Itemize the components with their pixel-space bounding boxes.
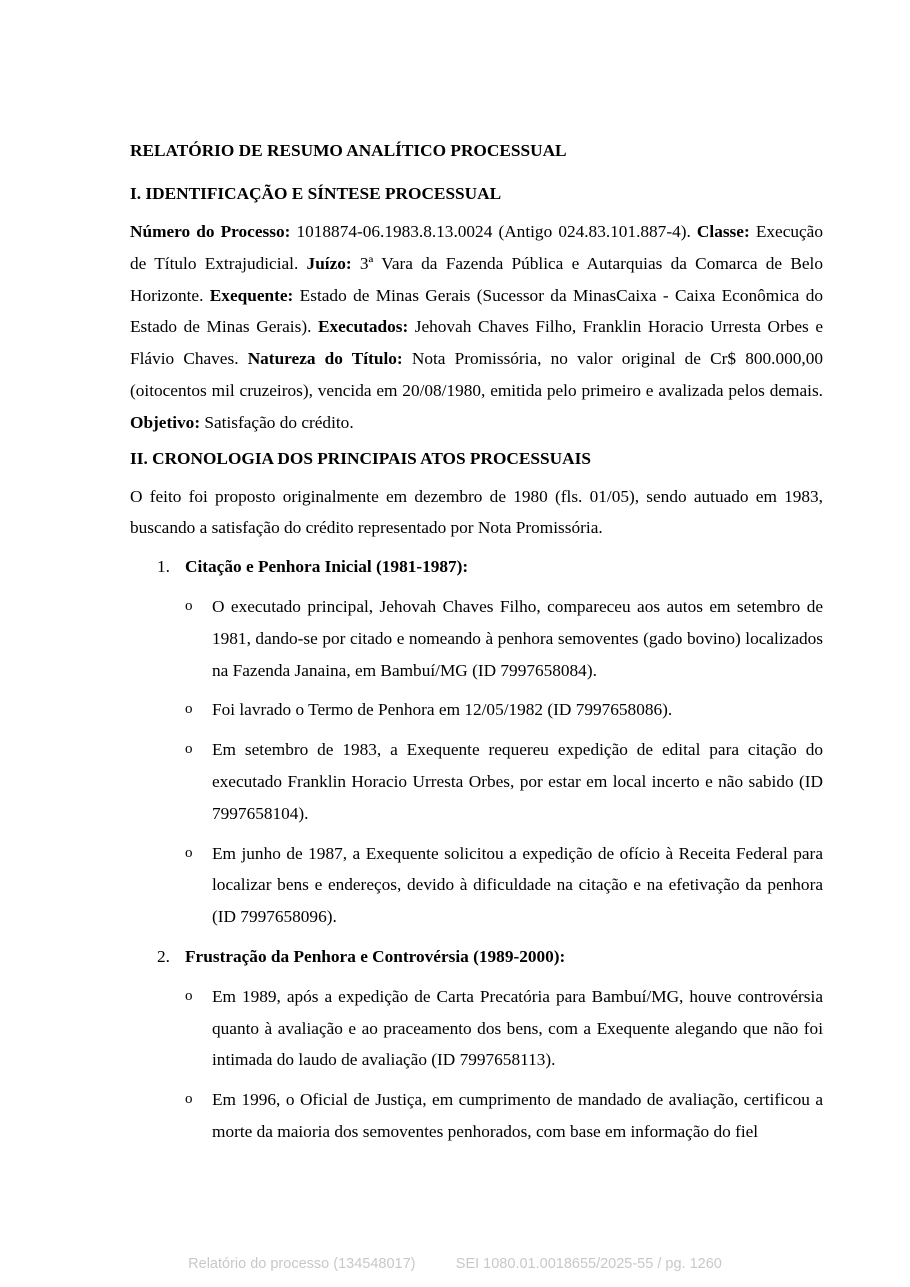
bullet-icon: o [185,701,193,718]
list-item [130,551,823,933]
sublist-item [185,734,823,829]
sublist-item [185,1084,823,1148]
objetivo-value: Satisfação do crédito. [200,412,354,432]
section-heading-identificacao: I. IDENTIFICAÇÃO E SÍNTESE PROCESSUAL [130,184,502,203]
sublist [185,981,823,1148]
sublist [185,591,823,933]
list-item-heading [157,941,823,973]
list-item-number: 2. [157,946,170,966]
juizo-value: 3ª Vara da Fazenda Pública e Autarquias da Comarca de Belo Horizonte. [130,253,823,305]
bullet-icon: o [185,1091,193,1108]
list-item-heading [157,551,823,583]
cronologia-intro: O feito foi proposto originalmente em dezembro de 1980 (fls. 01/05), sendo autuado em 1983, buscando a satisfação do crédito representado por Nota Promissória. [130,486,823,538]
bullet-icon: o [185,597,193,614]
natureza-value: Nota Promissória, no valor original de Cr$ 800.000,00 (oitocentos mil cruzeiros), vencida em 20/08/1980, emitida pelo primeiro e avalizada pelos demais. [130,349,823,400]
sublist-item [185,694,823,726]
sublist-item-text: O executado principal, Jehovah Chaves Filho, compareceu aos autos em setembro de 1981, dando-se por citado e nomeando à penhora semoventes (gado bovino) localizados na Fazenda Janaina, em Bambuí/MG (ID 7997658084). [212,596,823,680]
footer-left: Relatório do processo (134548017) [188,1256,416,1272]
list-item [130,941,823,1148]
numero-label: Número do Processo: [130,222,291,241]
sublist-item-text: Foi lavrado o Termo de Penhora em 12/05/1982 (ID 7997658086). [212,700,673,720]
sublist-item [185,838,823,933]
page-footer [0,1256,910,1272]
bullet-icon: o [185,741,193,758]
objetivo-label: Objetivo: [130,412,201,432]
natureza-label: Natureza do Título: [247,349,403,369]
list-item-title: Frustração da Penhora e Controvérsia (1989-2000): [185,946,566,966]
executados-label: Executados: [317,317,409,337]
footer-right: SEI 1080.01.0018655/2025-55 / pg. 1260 [455,1256,722,1272]
document-title: RELATÓRIO DE RESUMO ANALÍTICO PROCESSUAL [130,141,567,160]
sublist-item [185,591,823,686]
sublist-item-text: Em setembro de 1983, a Exequente requereu expedição de edital para citação do executado Franklin Horacio Urresta Orbes, por estar em local incerto e não sabido (ID 7997658104). [212,740,823,823]
sublist-item-text: Em 1996, o Oficial de Justiça, em cumprimento de mandado de avaliação, certificou a morte da maioria dos semoventes penhorados, com base em informação do fiel [212,1090,823,1141]
cronologia-list [130,551,823,1148]
bullet-icon: o [185,844,193,861]
document-page [130,138,823,1156]
executados-value: Jehovah Chaves Filho, Franklin Horacio Urresta Orbes e Flávio Chaves. [130,317,823,369]
sublist-item-text: Em 1989, após a expedição de Carta Precatória para Bambuí/MG, houve controvérsia quanto à avaliação e ao praceamento dos bens, com a Exequente alegando que não foi intimada do laudo de avaliação (ID 7997658113). [212,986,823,1070]
list-item-number: 1. [157,557,170,577]
classe-value: Execução de Título Extrajudicial. [130,222,823,273]
bullet-icon: o [185,987,193,1004]
section-heading-cronologia: II. CRONOLOGIA DOS PRINCIPAIS ATOS PROCESSUAIS [130,448,591,468]
sublist-item-text: Em junho de 1987, a Exequente solicitou a expedição de ofício à Receita Federal para localizar bens e endereços, devido à dificuldade na citação e na efetivação da penhora (ID 7997658096). [212,843,823,927]
identificacao-paragraph [130,216,823,439]
juizo-label: Juízo: [306,253,352,273]
classe-label: Classe: [696,222,750,241]
list-item-title: Citação e Penhora Inicial (1981-1987): [185,557,469,577]
numero-value: 1018874-06.1983.8.13.0024 (Antigo 024.83.101.887-4). [290,222,697,241]
exequente-label: Exequente: [209,285,294,305]
exequente-value: Estado de Minas Gerais (Sucessor da MinasCaixa - Caixa Econômica do Estado de Minas Gerais). [130,285,823,337]
sublist-item [185,981,823,1076]
